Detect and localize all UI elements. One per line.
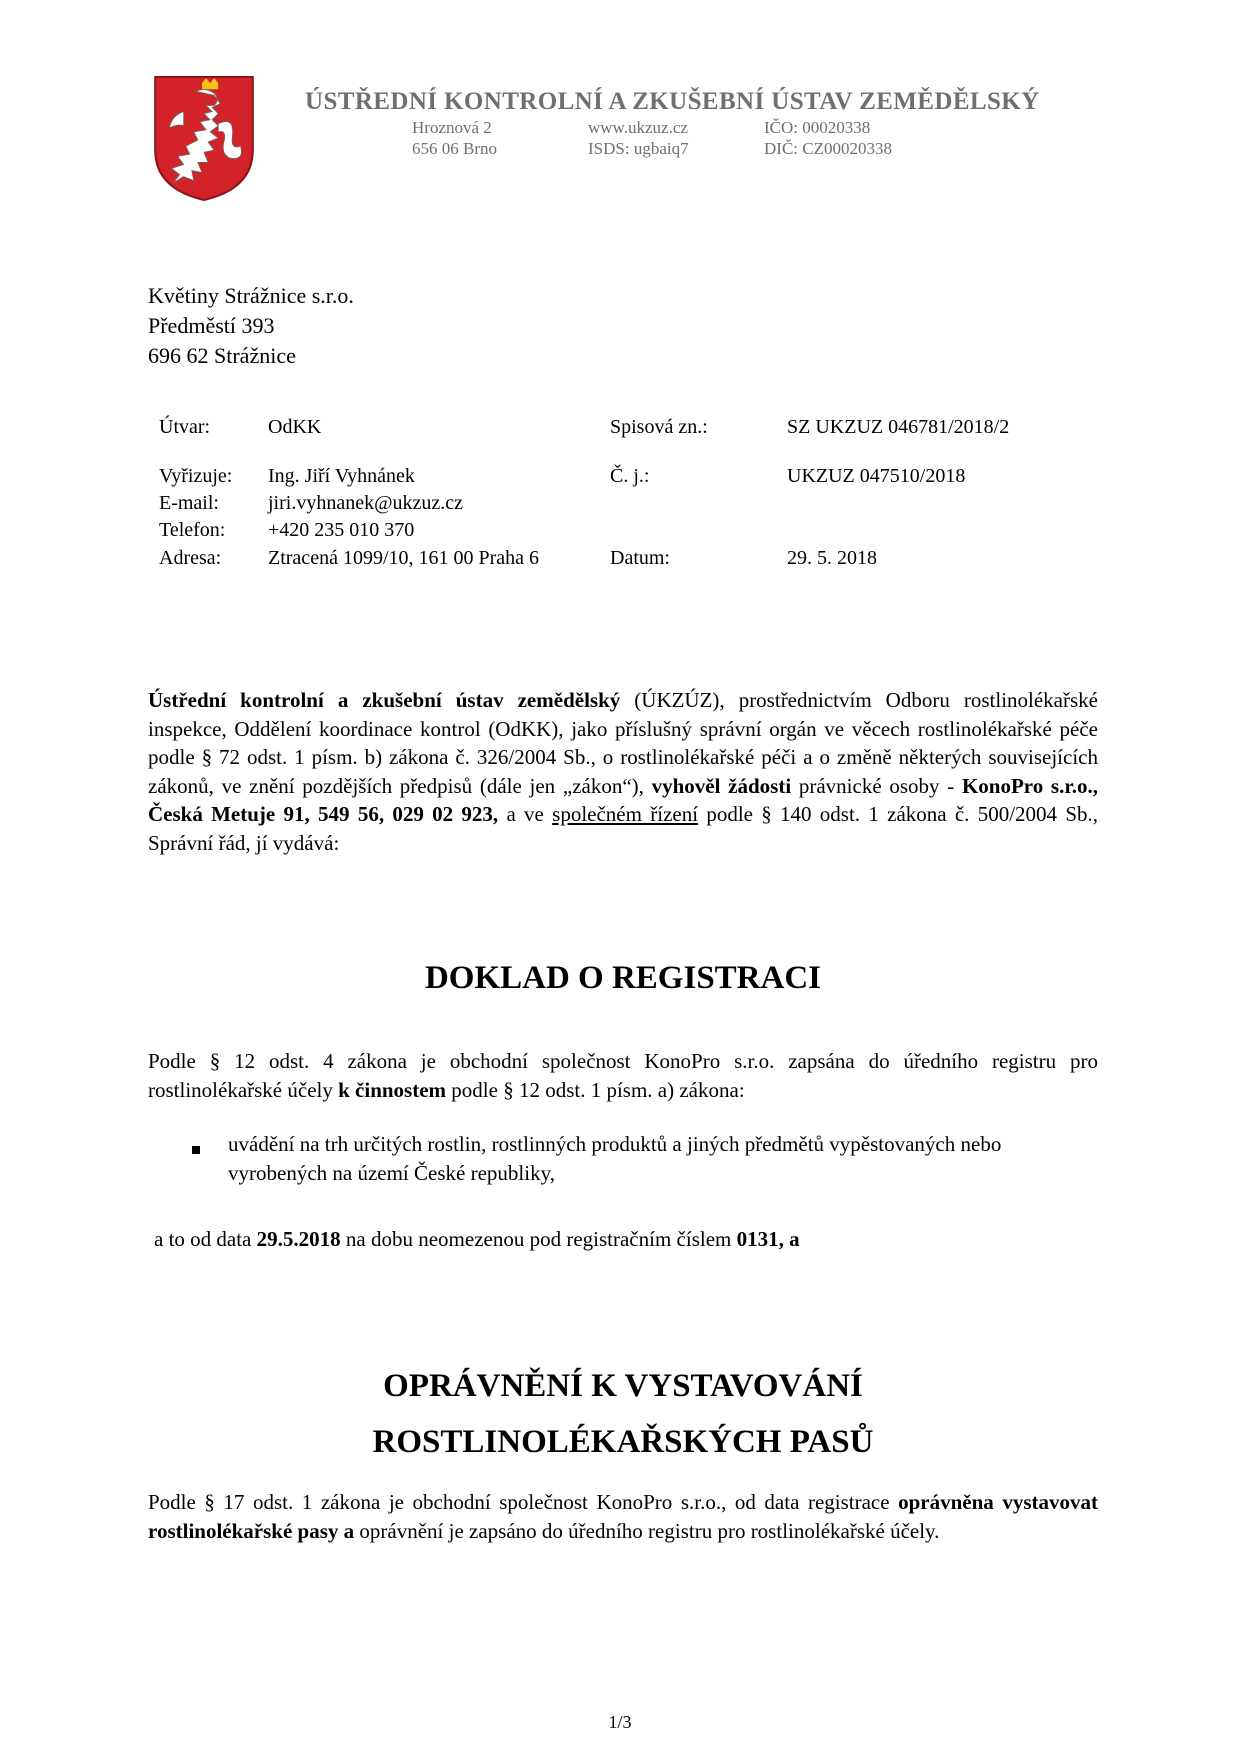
recipient-city: 696 62 Strážnice [148, 343, 296, 368]
spisova-value: SZ UKZUZ 046781/2018/2 [787, 416, 1010, 438]
adresa-value: Ztracená 1099/10, 161 00 Praha 6 [268, 547, 540, 569]
heading-authorization-line-2: ROSTLINOLÉKAŘSKÝCH PASŮ [372, 1424, 874, 1460]
email-label: E-mail: [159, 492, 219, 514]
isds: ISDS: ugbaiq7 [588, 139, 689, 158]
bullet-marker [192, 1146, 200, 1154]
adresa-label: Adresa: [159, 547, 222, 569]
email-value: jiri.vyhnanek@ukzuz.cz [268, 492, 464, 514]
vyrizuje-label: Vyřizuje: [159, 465, 233, 487]
registration-date-line [154, 1225, 1104, 1254]
passes-paragraph [148, 1488, 1098, 1545]
recipient-name: Květiny Strážnice s.r.o. [148, 283, 354, 308]
datum-label: Datum: [610, 547, 670, 569]
dic: DIČ: CZ00020338 [764, 139, 892, 158]
bullet-item: uvádění na trh určitých rostlin, rostlinných produktů a jiných předmětů vypěstovaných nebo vyrobených na území České republiky, [228, 1132, 1002, 1185]
company-details: KonoPro s.r.o., Česká Metuje 91, 549 56, 029 02 923, [148, 773, 1098, 827]
datum-value: 29. 5. 2018 [787, 547, 877, 569]
cj-label: Č. j.: [610, 465, 650, 487]
registration-date: 29.5.2018 [256, 1227, 341, 1251]
spisova-label: Spisová zn.: [610, 416, 708, 438]
heading-registration: DOKLAD O REGISTRACI [424, 960, 822, 996]
page-number: 1/3 [608, 1712, 632, 1732]
address-street: Hroznová 2 [412, 118, 492, 137]
czech-coat-of-arms-icon [153, 75, 255, 202]
recipient-street: Předměstí 393 [148, 313, 275, 338]
telefon-label: Telefon: [159, 519, 226, 541]
date-text-2: na dobu neomezenou pod registračním číslem [340, 1227, 737, 1251]
utvar-label: Útvar: [159, 416, 211, 438]
intro-text-3: a ve [498, 802, 553, 827]
passes-text-2: oprávnění je zapsáno do úředního registru pro rostlinolékařské účely. [354, 1518, 940, 1543]
date-text-1: a to od data [154, 1227, 257, 1251]
reg-activities: k činnostem [338, 1077, 447, 1102]
reg-text-2: podle § 12 odst. 1 písm. a) zákona: [446, 1077, 745, 1102]
registration-number: 0131, a [736, 1227, 800, 1251]
authority-name: Ústřední kontrolní a zkušební ústav zemědělský [148, 688, 621, 712]
heading-authorization-line-1: OPRÁVNĚNÍ K VYSTAVOVÁNÍ [383, 1368, 863, 1404]
intro-paragraph [148, 686, 1098, 858]
registration-paragraph [148, 1047, 1098, 1104]
website: www.ukzuz.cz [588, 118, 688, 137]
reg-text-1: Podle § 12 odst. 4 zákona je obchodní společnost KonoPro s.r.o. zapsána do úředního registru pro rostlinolékařské účely [148, 1049, 1098, 1102]
telefon-value: +420 235 010 370 [268, 519, 415, 541]
intro-text-2: právnické osoby - [791, 773, 962, 798]
passes-authorized: oprávněna vystavovat rostlinolékařské pasy a [148, 1490, 1098, 1543]
joint-proceedings: společném řízení [552, 802, 699, 827]
utvar-value: OdKK [268, 416, 322, 438]
ico: IČO: 00020338 [764, 118, 871, 137]
vyrizuje-value: Ing. Jiří Vyhnánek [268, 465, 415, 487]
granted-text: vyhověl žádosti [651, 773, 792, 798]
cj-value: UKZUZ 047510/2018 [787, 465, 966, 487]
passes-text-1: Podle § 17 odst. 1 zákona je obchodní společnost KonoPro s.r.o., od data registrace [148, 1490, 899, 1514]
address-city: 656 06 Brno [412, 139, 497, 158]
intro-text-1: (ÚKZÚZ), prostřednictvím Odboru rostlinolékařské inspekce, Oddělení koordinace kontrol (OdKK), jako příslušný správní orgán ve věcech rostlinolékařské péče podle § 72 odst. 1 písm. b) zákona č. 326/2004 Sb., o rostlinolékařské péči a o změně některých souvisejících zákonů, ve znění pozdějších předpisů (dále jen „zákon“), [148, 688, 1098, 798]
intro-text-4: podle § 140 odst. 1 zákona č. 500/2004 Sb., Správní řád, jí vydává: [148, 802, 1099, 855]
institution-name: ÚSTŘEDNÍ KONTROLNÍ A ZKUŠEBNÍ ÚSTAV ZEMĚDĚLSKÝ [305, 88, 1040, 115]
